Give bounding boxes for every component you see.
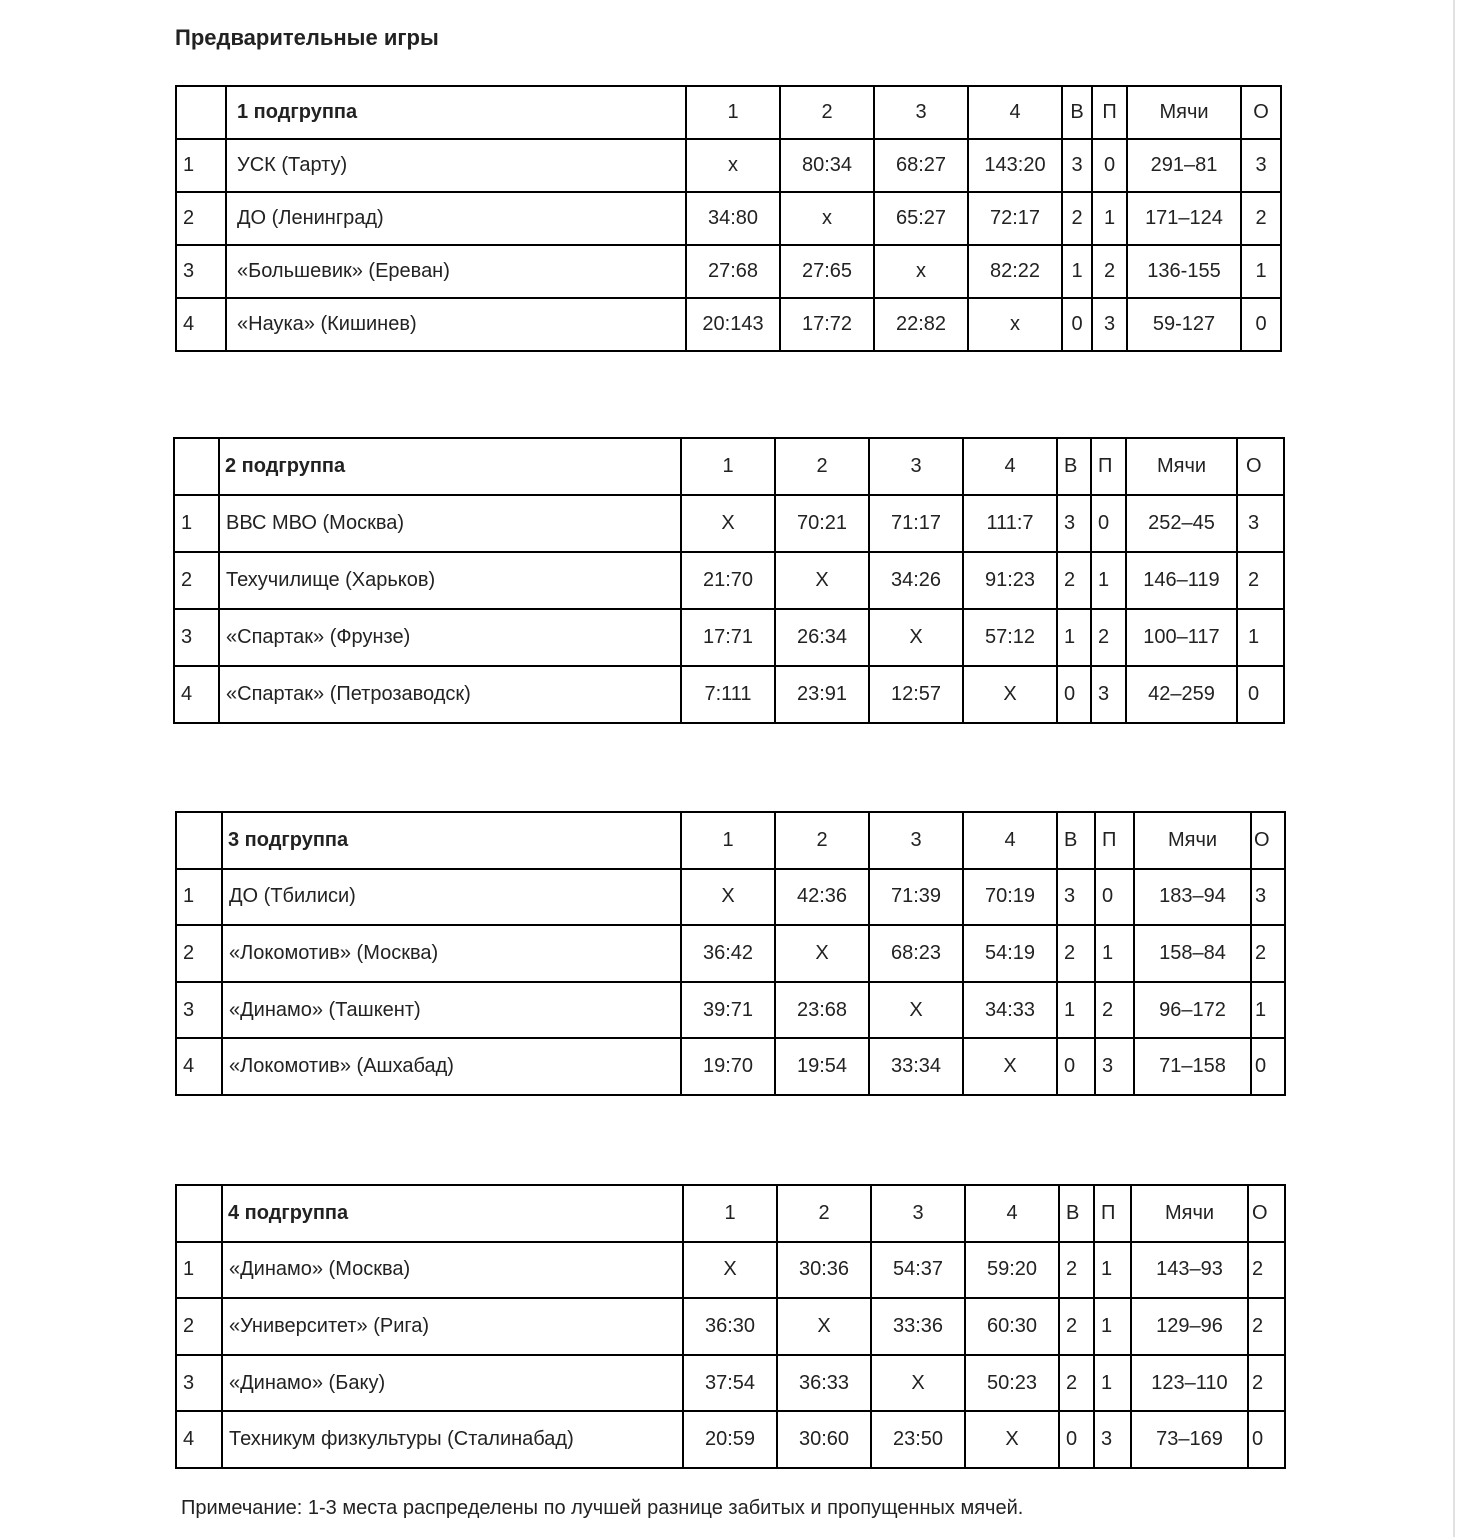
points-cell: 3 bbox=[1237, 495, 1284, 552]
result-cell: 17:72 bbox=[780, 298, 874, 351]
header-points: О bbox=[1241, 86, 1281, 139]
header-col-4: 4 bbox=[965, 1185, 1059, 1242]
header-col-1: 1 bbox=[681, 812, 775, 869]
result-cell: 26:34 bbox=[775, 609, 869, 666]
losses-cell: 2 bbox=[1091, 609, 1126, 666]
table-row bbox=[176, 245, 1281, 298]
result-cell: 70:21 bbox=[775, 495, 869, 552]
header-wins: В bbox=[1059, 1185, 1094, 1242]
losses-cell: 3 bbox=[1092, 298, 1127, 351]
wins-cell: 2 bbox=[1059, 1298, 1094, 1355]
header-balls: Мячи bbox=[1127, 86, 1241, 139]
result-cell: 34:80 bbox=[686, 192, 780, 245]
wins-cell: 3 bbox=[1057, 869, 1095, 926]
table-header-row bbox=[176, 86, 1281, 139]
position-cell: 3 bbox=[174, 609, 219, 666]
section-heading: Предварительные игры bbox=[175, 25, 439, 50]
header-points: О bbox=[1237, 438, 1284, 495]
table-row bbox=[176, 1038, 1285, 1095]
wins-cell: 2 bbox=[1059, 1355, 1094, 1412]
position-cell: 4 bbox=[174, 666, 219, 723]
points-cell: 1 bbox=[1251, 982, 1285, 1039]
header-balls: Мячи bbox=[1126, 438, 1237, 495]
wins-cell: 1 bbox=[1062, 245, 1092, 298]
header-losses: П bbox=[1091, 438, 1126, 495]
losses-cell: 2 bbox=[1092, 245, 1127, 298]
table-row bbox=[174, 666, 1284, 723]
balls-cell: 158–84 bbox=[1134, 925, 1251, 982]
header-col-2: 2 bbox=[775, 438, 869, 495]
result-cell: X bbox=[681, 495, 775, 552]
position-cell: 2 bbox=[176, 1298, 222, 1355]
result-cell: X bbox=[871, 1355, 965, 1412]
header-points: О bbox=[1251, 812, 1285, 869]
position-cell: 1 bbox=[176, 1242, 222, 1299]
group-table-3 bbox=[175, 811, 1286, 1096]
header-col-2: 2 bbox=[775, 812, 869, 869]
losses-cell: 2 bbox=[1095, 982, 1134, 1039]
balls-cell: 252–45 bbox=[1126, 495, 1237, 552]
result-cell: x bbox=[968, 298, 1062, 351]
team-name-cell: Техучилище (Харьков) bbox=[219, 552, 681, 609]
result-cell: x bbox=[874, 245, 968, 298]
result-cell: 42:36 bbox=[775, 869, 869, 926]
result-cell: 111:7 bbox=[963, 495, 1057, 552]
result-cell: 23:68 bbox=[775, 982, 869, 1039]
position-cell: 2 bbox=[174, 552, 219, 609]
result-cell: 30:36 bbox=[777, 1242, 871, 1299]
result-cell: 60:30 bbox=[965, 1298, 1059, 1355]
balls-cell: 136-155 bbox=[1127, 245, 1241, 298]
result-cell: 17:71 bbox=[681, 609, 775, 666]
points-cell: 2 bbox=[1251, 925, 1285, 982]
wins-cell: 3 bbox=[1062, 139, 1092, 192]
table-row bbox=[176, 1242, 1285, 1299]
result-cell: X bbox=[869, 982, 963, 1039]
wins-cell: 2 bbox=[1057, 552, 1091, 609]
table-row bbox=[176, 869, 1285, 926]
result-cell: 80:34 bbox=[780, 139, 874, 192]
result-cell: X bbox=[963, 666, 1057, 723]
header-wins: В bbox=[1057, 812, 1095, 869]
result-cell: 23:50 bbox=[871, 1411, 965, 1468]
header-col-3: 3 bbox=[869, 812, 963, 869]
points-cell: 2 bbox=[1248, 1242, 1285, 1299]
header-pos-cell bbox=[174, 438, 219, 495]
result-cell: 34:26 bbox=[869, 552, 963, 609]
balls-cell: 143–93 bbox=[1131, 1242, 1248, 1299]
team-name-cell: «Динамо» (Ташкент) bbox=[222, 982, 681, 1039]
result-cell: 68:23 bbox=[869, 925, 963, 982]
result-cell: 36:30 bbox=[683, 1298, 777, 1355]
losses-cell: 0 bbox=[1091, 495, 1126, 552]
header-losses: П bbox=[1095, 812, 1134, 869]
header-pos-cell bbox=[176, 1185, 222, 1242]
result-cell: X bbox=[775, 925, 869, 982]
points-cell: 1 bbox=[1237, 609, 1284, 666]
result-cell: 59:20 bbox=[965, 1242, 1059, 1299]
result-cell: 82:22 bbox=[968, 245, 1062, 298]
header-col-2: 2 bbox=[777, 1185, 871, 1242]
header-col-3: 3 bbox=[874, 86, 968, 139]
points-cell: 1 bbox=[1241, 245, 1281, 298]
group-title: 1 подгруппа bbox=[226, 86, 686, 139]
position-cell: 1 bbox=[174, 495, 219, 552]
points-cell: 2 bbox=[1237, 552, 1284, 609]
result-cell: 50:23 bbox=[965, 1355, 1059, 1412]
table-row bbox=[174, 495, 1284, 552]
balls-cell: 183–94 bbox=[1134, 869, 1251, 926]
result-cell: 33:34 bbox=[869, 1038, 963, 1095]
result-cell: 21:70 bbox=[681, 552, 775, 609]
result-cell: 65:27 bbox=[874, 192, 968, 245]
points-cell: 0 bbox=[1251, 1038, 1285, 1095]
wins-cell: 2 bbox=[1059, 1242, 1094, 1299]
group-title: 4 подгруппа bbox=[222, 1185, 683, 1242]
losses-cell: 1 bbox=[1094, 1242, 1131, 1299]
group-table-4 bbox=[175, 1184, 1286, 1469]
position-cell: 4 bbox=[176, 1411, 222, 1468]
result-cell: 54:37 bbox=[871, 1242, 965, 1299]
team-name-cell: «Динамо» (Москва) bbox=[222, 1242, 683, 1299]
result-cell: 33:36 bbox=[871, 1298, 965, 1355]
balls-cell: 59-127 bbox=[1127, 298, 1241, 351]
result-cell: X bbox=[681, 869, 775, 926]
balls-cell: 42–259 bbox=[1126, 666, 1237, 723]
result-cell: 7:111 bbox=[681, 666, 775, 723]
points-cell: 3 bbox=[1251, 869, 1285, 926]
group-table-2 bbox=[173, 437, 1285, 724]
result-cell: X bbox=[963, 1038, 1057, 1095]
result-cell: 57:12 bbox=[963, 609, 1057, 666]
team-name-cell: «Спартак» (Петрозаводск) bbox=[219, 666, 681, 723]
result-cell: x bbox=[686, 139, 780, 192]
wins-cell: 3 bbox=[1057, 495, 1091, 552]
position-cell: 1 bbox=[176, 869, 222, 926]
balls-cell: 129–96 bbox=[1131, 1298, 1248, 1355]
header-balls: Мячи bbox=[1134, 812, 1251, 869]
losses-cell: 1 bbox=[1094, 1355, 1131, 1412]
table-row bbox=[176, 139, 1281, 192]
position-cell: 3 bbox=[176, 982, 222, 1039]
table-row bbox=[176, 1355, 1285, 1412]
header-col-1: 1 bbox=[686, 86, 780, 139]
result-cell: 27:68 bbox=[686, 245, 780, 298]
header-balls: Мячи bbox=[1131, 1185, 1248, 1242]
position-cell: 3 bbox=[176, 245, 226, 298]
result-cell: X bbox=[965, 1411, 1059, 1468]
result-cell: X bbox=[777, 1298, 871, 1355]
result-cell: 19:54 bbox=[775, 1038, 869, 1095]
group-title: 2 подгруппа bbox=[219, 438, 681, 495]
result-cell: 34:33 bbox=[963, 982, 1057, 1039]
table-header-row bbox=[174, 438, 1284, 495]
header-col-4: 4 bbox=[968, 86, 1062, 139]
table-row bbox=[176, 982, 1285, 1039]
points-cell: 2 bbox=[1241, 192, 1281, 245]
balls-cell: 73–169 bbox=[1131, 1411, 1248, 1468]
header-col-3: 3 bbox=[871, 1185, 965, 1242]
result-cell: X bbox=[775, 552, 869, 609]
result-cell: 20:143 bbox=[686, 298, 780, 351]
team-name-cell: Техникум физкультуры (Сталинабад) bbox=[222, 1411, 683, 1468]
group-table-1 bbox=[175, 85, 1282, 352]
result-cell: 27:65 bbox=[780, 245, 874, 298]
team-name-cell: «Динамо» (Баку) bbox=[222, 1355, 683, 1412]
result-cell: 36:42 bbox=[681, 925, 775, 982]
result-cell: 36:33 bbox=[777, 1355, 871, 1412]
wins-cell: 0 bbox=[1059, 1411, 1094, 1468]
points-cell: 0 bbox=[1241, 298, 1281, 351]
result-cell: 22:82 bbox=[874, 298, 968, 351]
team-name-cell: «Локомотив» (Ашхабад) bbox=[222, 1038, 681, 1095]
wins-cell: 0 bbox=[1057, 1038, 1095, 1095]
losses-cell: 1 bbox=[1095, 925, 1134, 982]
result-cell: 70:19 bbox=[963, 869, 1057, 926]
result-cell: 143:20 bbox=[968, 139, 1062, 192]
result-cell: 54:19 bbox=[963, 925, 1057, 982]
result-cell: 71:17 bbox=[869, 495, 963, 552]
result-cell: X bbox=[869, 609, 963, 666]
wins-cell: 1 bbox=[1057, 982, 1095, 1039]
balls-cell: 171–124 bbox=[1127, 192, 1241, 245]
result-cell: 71:39 bbox=[869, 869, 963, 926]
page-edge-divider bbox=[1453, 0, 1455, 1537]
result-cell: 91:23 bbox=[963, 552, 1057, 609]
result-cell: 23:91 bbox=[775, 666, 869, 723]
wins-cell: 0 bbox=[1062, 298, 1092, 351]
wins-cell: 1 bbox=[1057, 609, 1091, 666]
team-name-cell: «Наука» (Кишинев) bbox=[226, 298, 686, 351]
team-name-cell: «Локомотив» (Москва) bbox=[222, 925, 681, 982]
header-wins: В bbox=[1057, 438, 1091, 495]
points-cell: 2 bbox=[1248, 1355, 1285, 1412]
position-cell: 2 bbox=[176, 925, 222, 982]
points-cell: 0 bbox=[1248, 1411, 1285, 1468]
points-cell: 3 bbox=[1241, 139, 1281, 192]
result-cell: x bbox=[780, 192, 874, 245]
losses-cell: 3 bbox=[1094, 1411, 1131, 1468]
table-row bbox=[174, 552, 1284, 609]
table-row bbox=[176, 1411, 1285, 1468]
losses-cell: 0 bbox=[1095, 869, 1134, 926]
position-cell: 1 bbox=[176, 139, 226, 192]
wins-cell: 0 bbox=[1057, 666, 1091, 723]
balls-cell: 100–117 bbox=[1126, 609, 1237, 666]
balls-cell: 146–119 bbox=[1126, 552, 1237, 609]
header-col-1: 1 bbox=[681, 438, 775, 495]
header-col-3: 3 bbox=[869, 438, 963, 495]
points-cell: 2 bbox=[1248, 1298, 1285, 1355]
result-cell: 68:27 bbox=[874, 139, 968, 192]
wins-cell: 2 bbox=[1062, 192, 1092, 245]
team-name-cell: «Спартак» (Фрунзе) bbox=[219, 609, 681, 666]
balls-cell: 123–110 bbox=[1131, 1355, 1248, 1412]
result-cell: 30:60 bbox=[777, 1411, 871, 1468]
header-pos-cell bbox=[176, 86, 226, 139]
header-losses: П bbox=[1094, 1185, 1131, 1242]
result-cell: 20:59 bbox=[683, 1411, 777, 1468]
table-row bbox=[176, 1298, 1285, 1355]
header-pos-cell bbox=[176, 812, 222, 869]
table-row bbox=[176, 192, 1281, 245]
losses-cell: 1 bbox=[1091, 552, 1126, 609]
table-row bbox=[176, 925, 1285, 982]
balls-cell: 291–81 bbox=[1127, 139, 1241, 192]
team-name-cell: ДО (Ленинград) bbox=[226, 192, 686, 245]
losses-cell: 3 bbox=[1091, 666, 1126, 723]
team-name-cell: ДО (Тбилиси) bbox=[222, 869, 681, 926]
result-cell: 37:54 bbox=[683, 1355, 777, 1412]
result-cell: 39:71 bbox=[681, 982, 775, 1039]
losses-cell: 0 bbox=[1092, 139, 1127, 192]
losses-cell: 1 bbox=[1094, 1298, 1131, 1355]
result-cell: 19:70 bbox=[681, 1038, 775, 1095]
balls-cell: 71–158 bbox=[1134, 1038, 1251, 1095]
table-header-row bbox=[176, 812, 1285, 869]
group-title: 3 подгруппа bbox=[222, 812, 681, 869]
wins-cell: 2 bbox=[1057, 925, 1095, 982]
table-header-row bbox=[176, 1185, 1285, 1242]
footnote: Примечание: 1-3 места распределены по лучшей разнице забитых и пропущенных мячей. bbox=[181, 1497, 1024, 1519]
header-col-4: 4 bbox=[963, 438, 1057, 495]
team-name-cell: ВВС МВО (Москва) bbox=[219, 495, 681, 552]
header-losses: П bbox=[1092, 86, 1127, 139]
header-points: О bbox=[1248, 1185, 1285, 1242]
header-col-4: 4 bbox=[963, 812, 1057, 869]
table-row bbox=[174, 609, 1284, 666]
table-row bbox=[176, 298, 1281, 351]
result-cell: X bbox=[683, 1242, 777, 1299]
team-name-cell: УСК (Тарту) bbox=[226, 139, 686, 192]
losses-cell: 3 bbox=[1095, 1038, 1134, 1095]
header-col-2: 2 bbox=[780, 86, 874, 139]
header-col-1: 1 bbox=[683, 1185, 777, 1242]
losses-cell: 1 bbox=[1092, 192, 1127, 245]
position-cell: 4 bbox=[176, 1038, 222, 1095]
position-cell: 4 bbox=[176, 298, 226, 351]
balls-cell: 96–172 bbox=[1134, 982, 1251, 1039]
team-name-cell: «Университет» (Рига) bbox=[222, 1298, 683, 1355]
result-cell: 12:57 bbox=[869, 666, 963, 723]
position-cell: 3 bbox=[176, 1355, 222, 1412]
result-cell: 72:17 bbox=[968, 192, 1062, 245]
position-cell: 2 bbox=[176, 192, 226, 245]
team-name-cell: «Большевик» (Ереван) bbox=[226, 245, 686, 298]
header-wins: В bbox=[1062, 86, 1092, 139]
points-cell: 0 bbox=[1237, 666, 1284, 723]
